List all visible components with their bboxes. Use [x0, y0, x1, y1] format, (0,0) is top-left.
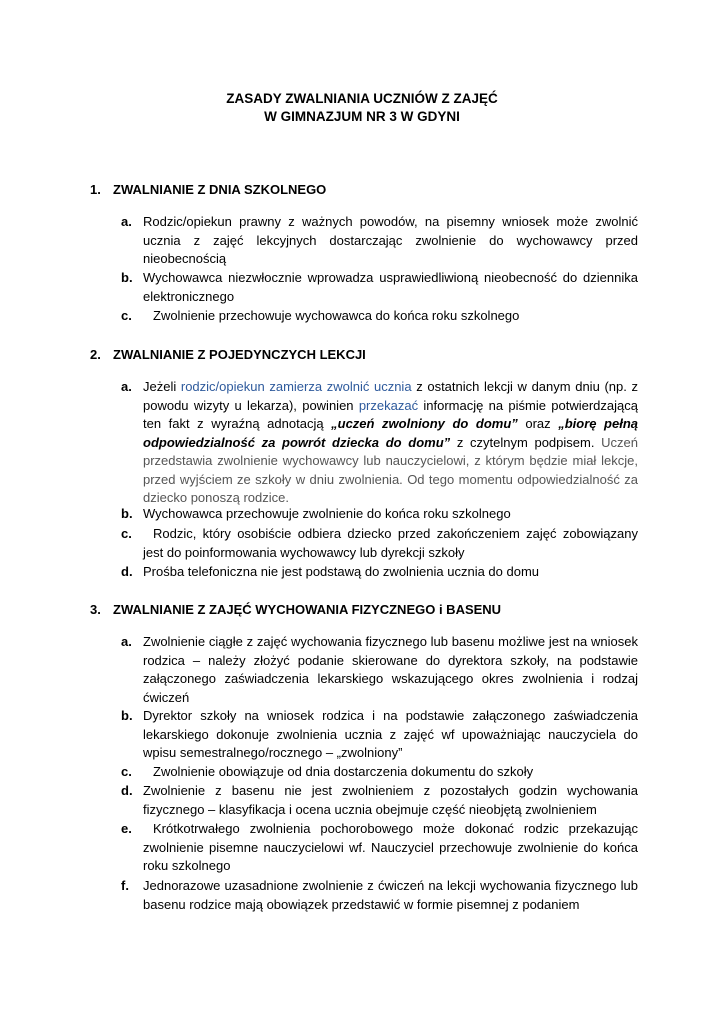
item-letter: f. [121, 878, 129, 893]
list-item [121, 633, 638, 707]
item-text: Zwolnienie z basenu nie jest zwolnieniem z pozostałych godzin wychowania fizycznego – klasyfikacja i ocena ucznia obejmuje część nieobjętą zwolnieniem [143, 783, 638, 817]
item-text: Zwolnienie przechowuje wychowawca do końca roku szkolnego [153, 308, 520, 323]
section-number: 2. [90, 347, 101, 362]
item-letter: c. [121, 526, 132, 541]
list-item [121, 213, 638, 269]
list-item [121, 378, 638, 508]
list-item [121, 707, 638, 763]
item-text: Rodzic, który osobiście odbiera dziecko przed zakończeniem zajęć zobowiązany jest do poinformowania wychowawcy lub dyrekcji szkoły [143, 526, 638, 560]
item-letter: e. [121, 821, 132, 836]
item-letter: d. [121, 783, 133, 798]
section-title: ZWALNIANIE Z DNIA SZKOLNEGO [113, 182, 327, 197]
item-text: Prośba telefoniczna nie jest podstawą do zwolnienia ucznia do domu [143, 564, 540, 579]
quote-text: „uczeń zwolniony do domu” [331, 416, 518, 431]
list-item [121, 877, 638, 914]
list-item [121, 307, 638, 326]
section-2-heading [90, 347, 366, 362]
highlighted-text: rodzic/opiekun zamierza zwolnić ucznia [180, 379, 412, 394]
list-item [121, 782, 638, 819]
list-item [121, 820, 638, 876]
item-letter: c. [121, 764, 132, 779]
item-text: Rodzic/opiekun prawny z ważnych powodów, na pisemny wniosek może zwolnić ucznia z zajęć lekcyjnych dostarczając zwolnienie do wychowawcy przed nieobecnością [143, 214, 638, 266]
quote-text: „biorę pełną odpowiedzialność za powrót dziecka do domu” [143, 416, 639, 450]
list-item [121, 563, 638, 582]
list-item [121, 269, 638, 306]
item-letter: a. [121, 214, 132, 229]
section-title: ZWALNIANIE Z ZAJĘĆ WYCHOWANIA FIZYCZNEGO i BASENU [113, 602, 502, 617]
item-text: Jednorazowe uzasadnione zwolnienie z ćwiczeń na lekcji wychowania fizycznego lub basenu rodzice mają obowiązek przedstawić w formie pisemnej z podaniem [143, 878, 638, 912]
document-title-line-2: W GIMNAZJUM NR 3 W GDYNI [264, 109, 460, 124]
list-item [121, 763, 638, 782]
item-text: Wychowawca niezwłocznie wprowadza usprawiedliwioną nieobecność do dziennika elektronicznego [143, 270, 638, 304]
comment-text: Uczeń przedstawia zwolnienie wychowawcy lub nauczycielowi, z którym będzie miał lekcje, przed wyjściem ze szkoły w dniu zwolnienia. Od tego momentu odpowiedzialność za dziecko ponoszą rodzice. [143, 434, 638, 505]
item-text: Wychowawca przechowuje zwolnienie do końca roku szkolnego [143, 506, 511, 521]
item-letter: b. [121, 270, 133, 285]
section-3-heading [90, 602, 501, 617]
item-text: Zwolnienie ciągłe z zajęć wychowania fizycznego lub basenu możliwe jest na wniosek rodzica – należy złożyć podanie skierowane do dyrektora szkoły, na podstawie załączonego zaświadczenia lekarskiego wskazującego okres zwolnienia i rodzaj ćwiczeń [143, 634, 638, 705]
section-number: 1. [90, 182, 101, 197]
item-letter: a. [121, 634, 132, 649]
section-title: ZWALNIANIE Z POJEDYNCZYCH LEKCJI [113, 347, 366, 362]
item-letter: b. [121, 708, 133, 723]
document-title-line-1: ZASADY ZWALNIANIA UCZNIÓW Z ZAJĘĆ [226, 91, 498, 106]
item-letter: b. [121, 506, 133, 521]
item-text: Krótkotrwałego zwolnienia pochorobowego może dokonać rodzic przekazując zwolnienie pisemne nauczycielowi wf. Nauczyciel przechowuje zwolnienie do końca roku szkolnego [143, 821, 638, 873]
item-text: Jeżeli rodzic/opiekun zamierza zwolnić ucznia z ostatnich lekcji w danym dniu (np. z powodu wizyty u lekarza), powinien przekazać informację na piśmie potwierdzającą ten fakt z wyraźną adnotacją „uczeń zwolniony do domu” oraz „biorę pełną odpowiedzialność za powrót dziecka do domu” z czytelnym podpisem. Uczeń przedstawia zwolnienie wychowawcy lub nauczycielowi, z którym będzie miał lekcje, przed wyjściem ze szkoły w dniu zwolnienia. Od tego momentu odpowiedzialność za dziecko ponoszą rodzice. [143, 379, 639, 505]
list-item [121, 505, 638, 524]
section-1-heading [90, 182, 326, 197]
item-letter: a. [121, 379, 132, 394]
section-number: 3. [90, 602, 101, 617]
highlighted-text: przekazać [358, 397, 419, 413]
item-text: Zwolnienie obowiązuje od dnia dostarczenia dokumentu do szkoły [153, 764, 534, 779]
list-item [121, 525, 638, 562]
item-text: Dyrektor szkoły na wniosek rodzica i na podstawie załączonego zaświadczenia lekarskiego dokonuje zwolnienia ucznia z zajęć wf upoważniając nauczyciela do wpisu semestralnego/rocznego – „zwolniony” [143, 708, 638, 760]
item-letter: d. [121, 564, 133, 579]
item-letter: c. [121, 308, 132, 323]
